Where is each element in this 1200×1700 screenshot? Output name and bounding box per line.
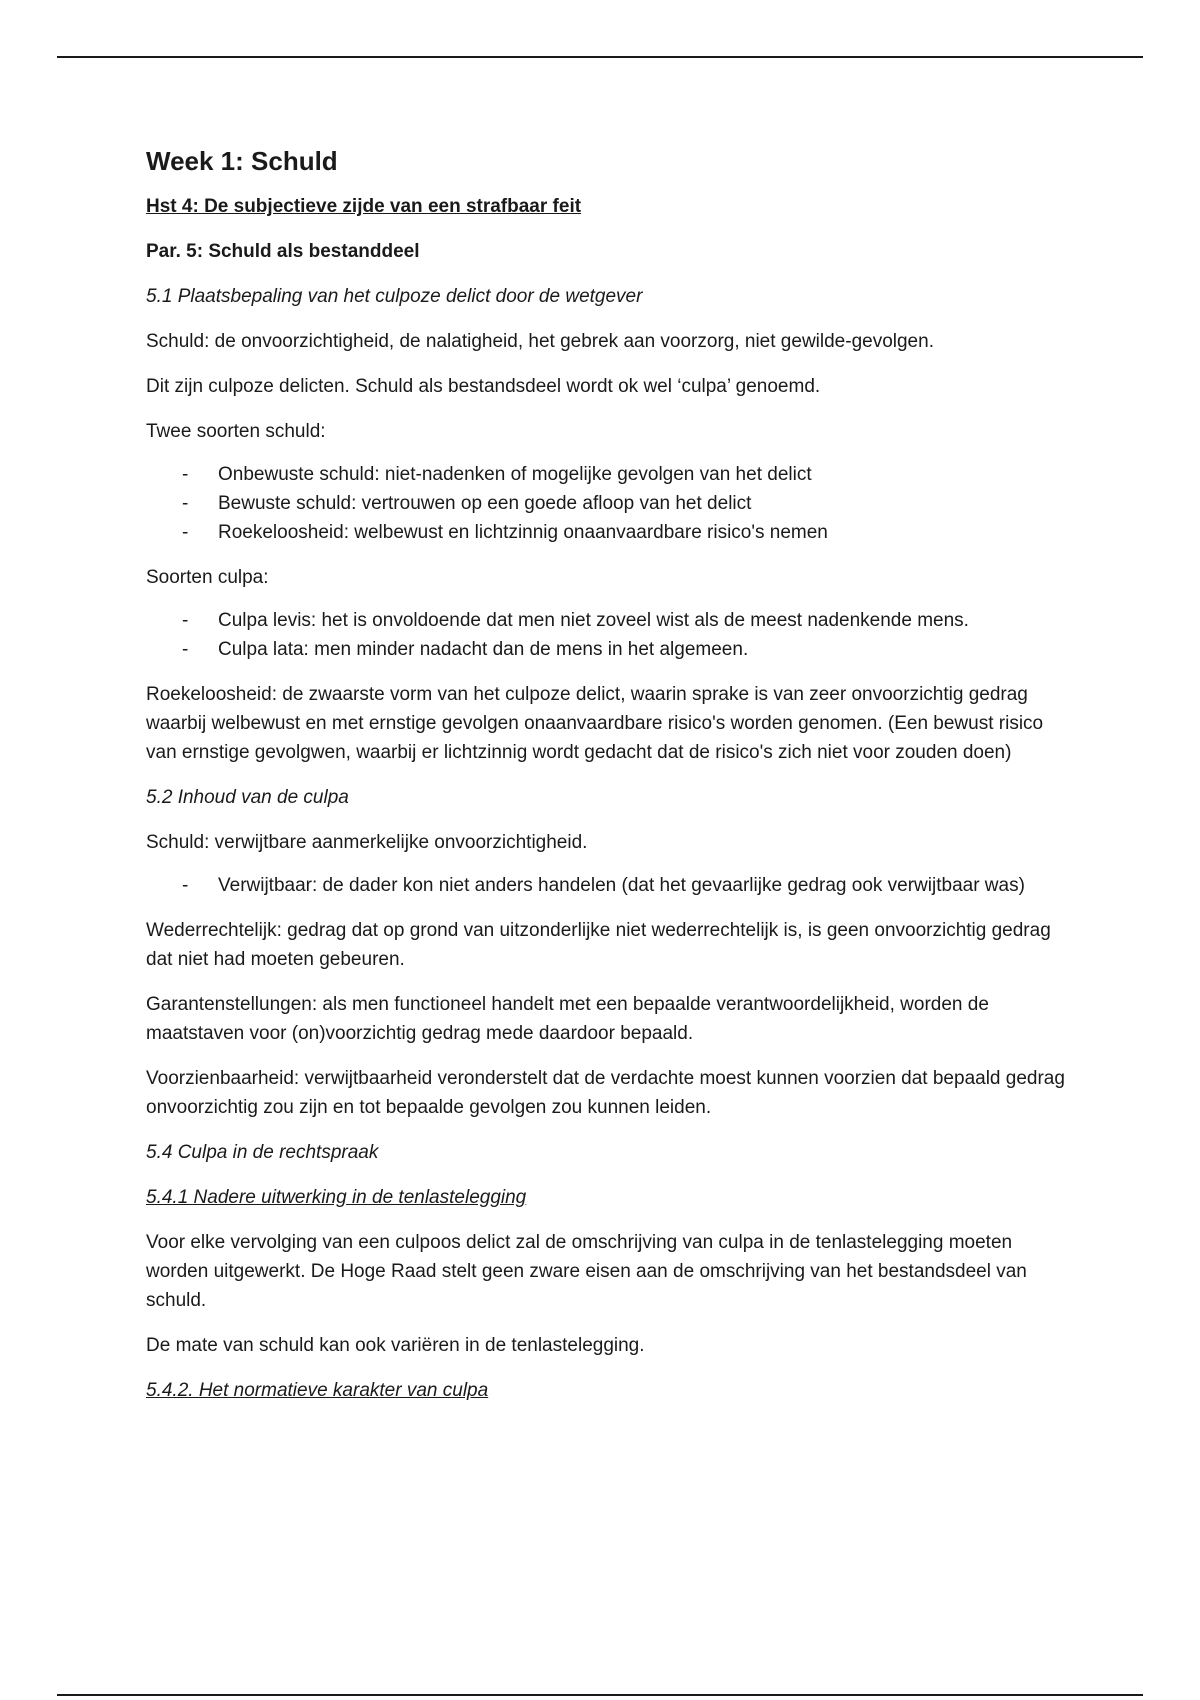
body-paragraph: Soorten culpa: [146,567,269,588]
list-item-text: Onbewuste schuld: niet-nadenken of mogelijke gevolgen van het delict [218,464,812,485]
list-item-text: Culpa lata: men minder nadacht dan de mens in het algemeen. [218,639,749,660]
body-paragraph: Garantenstellungen: als men functioneel handelt met een bepaalde verantwoordelijkheid, worden de maatstaven voor (on)voorzichtig gedrag mede daardoor bepaald. [146,994,989,1044]
list-item-text: Verwijtbaar: de dader kon niet anders handelen (dat het gevaarlijke gedrag ook verwijtbaar was) [218,875,1025,896]
list-item [182,518,1066,547]
body-paragraph: Schuld: de onvoorzichtigheid, de nalatigheid, het gebrek aan voorzorg, niet gewilde-gevolgen. [146,331,934,352]
header-rule [57,56,1143,58]
body-paragraph: Voor elke vervolging van een culpoos delict zal de omschrijving van culpa in de tenlastelegging moeten worden uitgewerkt. De Hoge Raad stelt geen zware eisen aan de omschrijving van het bestandsdeel van schuld. [146,1232,1027,1311]
list-item [182,606,1066,635]
body-paragraph: Roekeloosheid: de zwaarste vorm van het culpoze delict, waarin sprake is van zeer onvoorzichtig gedrag waarbij welbewust en met ernstige gevolgen onaanvaardbare risico's worden genomen. (Een bewust risico van ernstige gevolgwen, waarbij er lichtzinnig wordt gedacht dat de risico's zich niet voor zouden doen) [146,684,1044,763]
list-item [182,460,1066,489]
list-soorten-schuld [146,460,1066,547]
body-paragraph: De mate van schuld kan ook variëren in de tenlastelegging. [146,1335,645,1356]
list-item-text: Culpa levis: het is onvoldoende dat men niet zoveel wist als de meest nadenkende mens. [218,610,969,631]
list-dash: - [182,875,189,896]
list-item [182,871,1066,900]
list-item-text: Bewuste schuld: vertrouwen op een goede afloop van het delict [218,493,752,514]
section-heading-5-4-1: 5.4.1 Nadere uitwerking in de tenlastelegging [146,1187,527,1208]
document-body [146,144,1066,1421]
list-item-text: Roekeloosheid: welbewust en lichtzinnig onaanvaardbare risico's nemen [218,522,828,543]
chapter-heading: Hst 4: De subjectieve zijde van een strafbaar feit [146,196,582,217]
section-heading-5-2: 5.2 Inhoud van de culpa [146,787,349,808]
list-soorten-culpa [146,606,1066,664]
section-heading-5-4-2: 5.4.2. Het normatieve karakter van culpa [146,1380,489,1401]
document-title: Week 1: Schuld [146,146,338,176]
body-paragraph: Schuld: verwijtbare aanmerkelijke onvoorzichtigheid. [146,832,588,853]
list-verwijtbaar [146,871,1066,900]
list-item [182,489,1066,518]
list-dash: - [182,522,189,543]
list-dash: - [182,464,189,485]
section-heading-5-1: 5.1 Plaatsbepaling van het culpoze delict door de wetgever [146,286,643,307]
footer-rule [57,1694,1143,1696]
list-item [182,635,1066,664]
body-paragraph: Wederrechtelijk: gedrag dat op grond van uitzonderlijke niet wederrechtelijk is, is geen onvoorzichtig gedrag dat niet had moeten gebeuren. [146,920,1051,970]
list-dash: - [182,639,189,660]
paragraph-heading: Par. 5: Schuld als bestanddeel [146,241,420,262]
body-paragraph: Voorzienbaarheid: verwijtbaarheid veronderstelt dat de verdachte moest kunnen voorzien dat bepaald gedrag onvoorzichtig zou zijn en tot bepaalde gevolgen zou kunnen leiden. [146,1068,1065,1118]
list-dash: - [182,493,189,514]
section-heading-5-4: 5.4 Culpa in de rechtspraak [146,1142,379,1163]
list-dash: - [182,610,189,631]
body-paragraph: Twee soorten schuld: [146,421,326,442]
body-paragraph: Dit zijn culpoze delicten. Schuld als bestandsdeel wordt ok wel ‘culpa’ genoemd. [146,376,821,397]
